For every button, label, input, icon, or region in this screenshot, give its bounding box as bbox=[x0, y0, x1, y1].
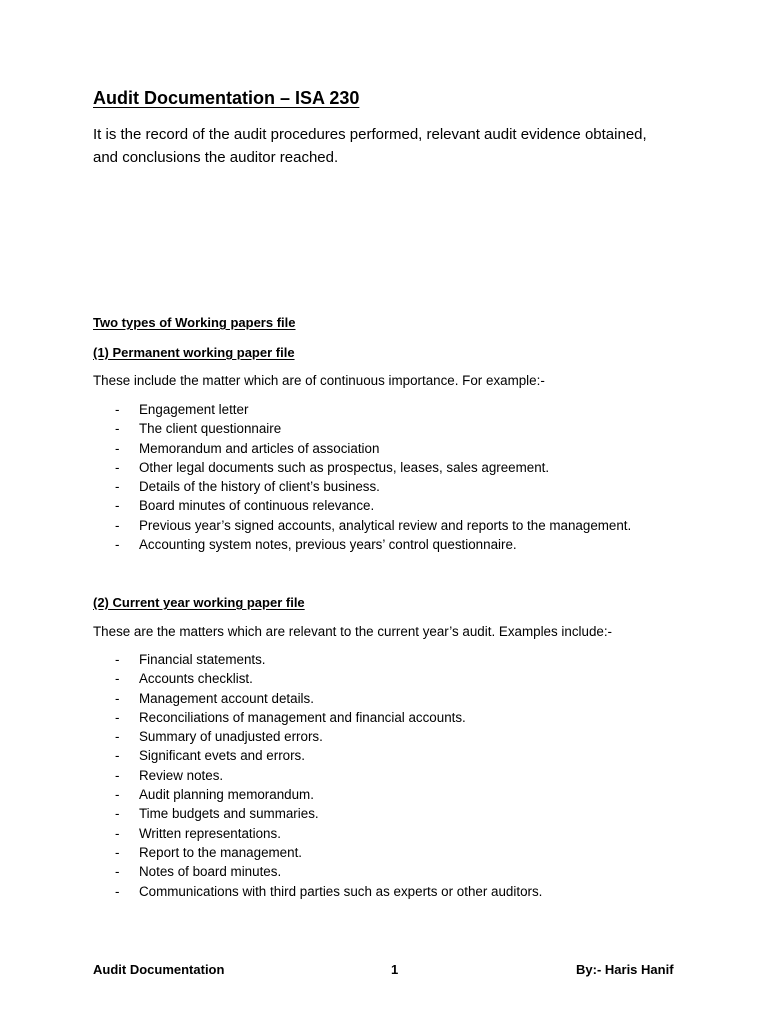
page-title: Audit Documentation – ISA 230 bbox=[93, 88, 360, 108]
permanent-file-heading: (1) Permanent working paper file bbox=[93, 345, 295, 360]
bullet-dash: - bbox=[115, 748, 120, 764]
list-item-text: Accounting system notes, previous years’ control questionnaire. bbox=[139, 537, 517, 553]
list-item-text: Previous year’s signed accounts, analytical review and reports to the management. bbox=[139, 517, 632, 533]
list-item-text: Time budgets and summaries. bbox=[139, 806, 319, 822]
current-file-heading: (2) Current year working paper file bbox=[93, 595, 305, 610]
footer-title: Audit Documentation bbox=[93, 962, 225, 977]
bullet-dash: - bbox=[115, 421, 120, 437]
list-item-text: Reconciliations of management and financial accounts. bbox=[139, 709, 466, 725]
bullet-dash: - bbox=[115, 767, 120, 783]
bullet-dash: - bbox=[115, 729, 120, 745]
list-item-text: Notes of board minutes. bbox=[139, 864, 282, 880]
bullet-dash: - bbox=[115, 787, 120, 803]
bullet-dash: - bbox=[115, 806, 120, 822]
bullet-dash: - bbox=[115, 864, 120, 880]
list-item-text: Written representations. bbox=[139, 825, 281, 841]
list-item-text: Significant evets and errors. bbox=[139, 748, 305, 764]
list-item-text: Report to the management. bbox=[139, 844, 303, 860]
list-item-text: Management account details. bbox=[139, 690, 314, 706]
bullet-dash: - bbox=[115, 844, 120, 860]
bullet-dash: - bbox=[115, 709, 120, 725]
bullet-dash: - bbox=[115, 537, 120, 553]
list-item-text: Accounts checklist. bbox=[139, 671, 253, 687]
list-item-text: The client questionnaire bbox=[139, 421, 282, 437]
bullet-dash: - bbox=[115, 517, 120, 533]
list-item-text: Audit planning memorandum. bbox=[139, 787, 314, 803]
list-item-text: Memorandum and articles of association bbox=[139, 440, 380, 456]
bullet-dash: - bbox=[115, 690, 120, 706]
list-item-text: Communications with third parties such as experts or other auditors. bbox=[139, 883, 543, 899]
current-file-intro: These are the matters which are relevant to the current year’s audit. Examples include:- bbox=[93, 624, 613, 639]
footer-page-number: 1 bbox=[391, 962, 399, 977]
list-item-text: Summary of unadjusted errors. bbox=[139, 729, 323, 745]
section-heading: Two types of Working papers file bbox=[93, 315, 296, 330]
list-item-text: Board minutes of continuous relevance. bbox=[139, 498, 375, 514]
permanent-file-intro: These include the matter which are of continuous importance. For example:- bbox=[93, 373, 545, 388]
list-item-text: Financial statements. bbox=[139, 652, 266, 667]
list-item-text: Other legal documents such as prospectus, leases, sales agreement. bbox=[139, 459, 550, 475]
bullet-dash: - bbox=[115, 498, 120, 514]
list-item-text: Review notes. bbox=[139, 767, 224, 783]
list-item-text: Details of the history of client’s business. bbox=[139, 479, 380, 495]
footer-author: By:- Haris Hanif bbox=[576, 962, 674, 977]
list-item-text: Engagement letter bbox=[139, 402, 249, 417]
intro-paragraph: It is the record of the audit procedures performed, relevant audit evidence obtained, and conclusions the auditor reached. bbox=[93, 126, 647, 166]
bullet-dash: - bbox=[115, 825, 120, 841]
bullet-dash: - bbox=[115, 459, 120, 475]
bullet-dash: - bbox=[115, 479, 120, 495]
bullet-dash: - bbox=[115, 671, 120, 687]
bullet-dash: - bbox=[115, 440, 120, 456]
bullet-dash: - bbox=[115, 652, 120, 667]
bullet-dash: - bbox=[115, 883, 120, 899]
bullet-dash: - bbox=[115, 402, 120, 417]
